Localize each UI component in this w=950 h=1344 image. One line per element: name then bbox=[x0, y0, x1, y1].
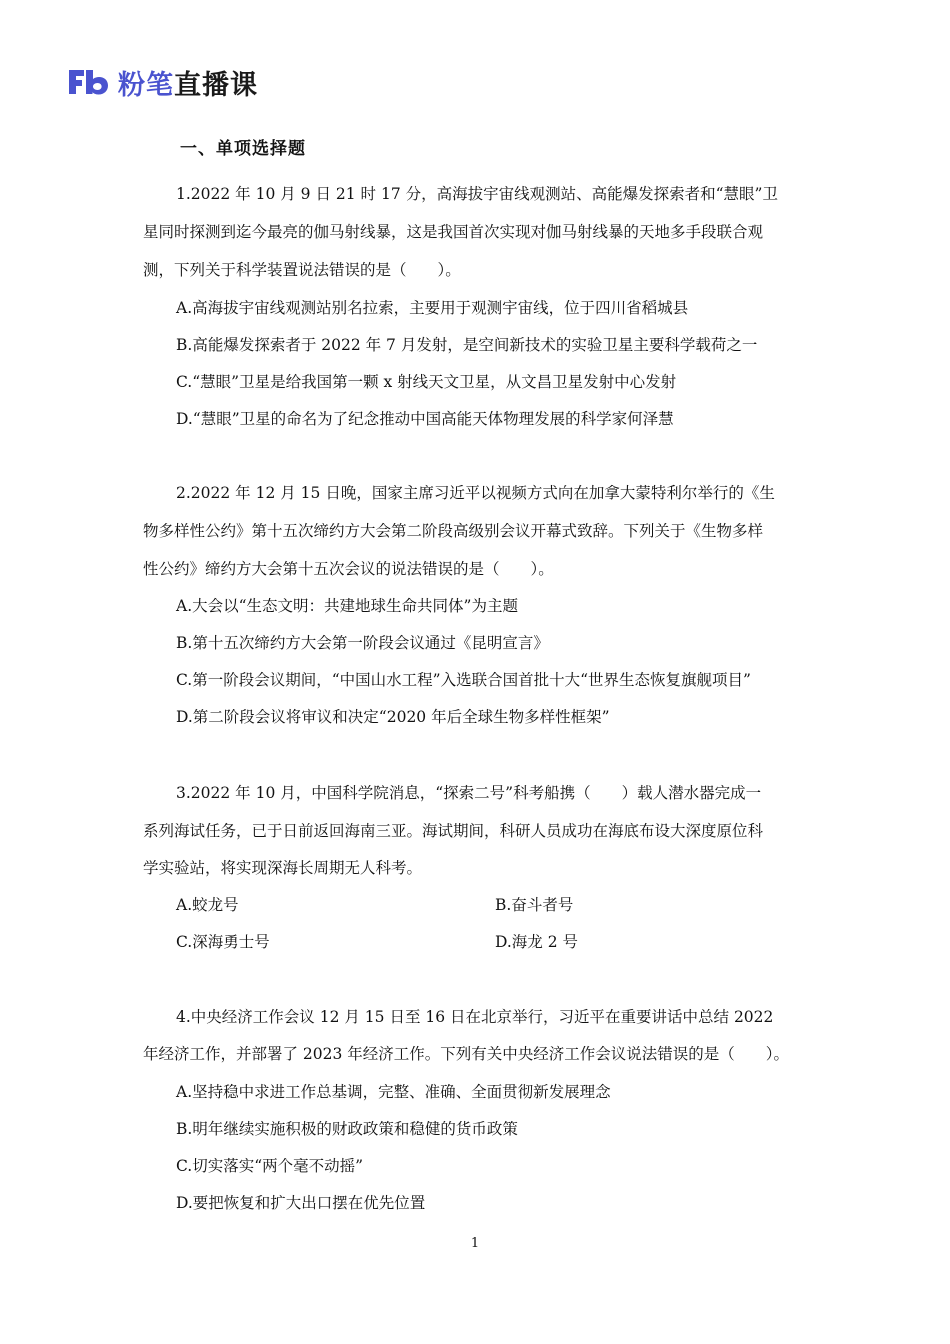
question-1-option-b: B.高能爆发探索者于 2022 年 7 月发射，是空间新技术的实验卫星主要科学载荷之一 bbox=[176, 336, 758, 354]
question-2-stem-line-3: 性公约》缔约方大会第十五次会议的说法错误的是（ ）。 bbox=[143, 560, 554, 578]
question-1-stem-line-1: 1.2022 年 10 月 9 日 21 时 17 分，高海拔宇宙线观测站、高能爆发探索者和“慧眼”卫 bbox=[176, 185, 778, 203]
brand-logo bbox=[66, 62, 258, 102]
question-4-option-b: B.明年继续实施积极的财政政策和稳健的货币政策 bbox=[176, 1120, 518, 1138]
question-3-option-b: B.奋斗者号 bbox=[495, 896, 574, 914]
question-2-stem-line-1: 2.2022 年 12 月 15 日晚，国家主席习近平以视频方式向在加拿大蒙特利尔举行的《生 bbox=[176, 484, 775, 502]
logo-product-name: 直播课 bbox=[174, 69, 258, 101]
fenbi-logo-icon bbox=[66, 66, 110, 98]
question-2-option-b: B.第十五次缔约方大会第一阶段会议通过《昆明宣言》 bbox=[176, 634, 549, 652]
question-4-option-d: D.要把恢复和扩大出口摆在优先位置 bbox=[176, 1194, 426, 1212]
page-number: 1 bbox=[470, 1236, 480, 1251]
question-1-option-c: C.“慧眼”卫星是给我国第一颗 x 射线天文卫星，从文昌卫星发射中心发射 bbox=[176, 373, 677, 391]
question-2-stem-line-2: 物多样性公约》第十五次缔约方大会第二阶段高级别会议开幕式致辞。下列关于《生物多样 bbox=[143, 522, 764, 540]
question-2-option-a: A.大会以“生态文明：共建地球生命共同体”为主题 bbox=[176, 597, 518, 615]
question-3-stem-line-1: 3.2022 年 10 月，中国科学院消息，“探索二号”科考船携（ ）载人潜水器完成一 bbox=[176, 784, 762, 802]
question-1-stem-line-3: 测，下列关于科学装置说法错误的是（ ）。 bbox=[143, 261, 461, 279]
question-3-option-c: C.深海勇士号 bbox=[176, 933, 270, 951]
question-4-stem-line-1: 4.中央经济工作会议 12 月 15 日至 16 日在北京举行，习近平在重要讲话中总结 2022 bbox=[176, 1008, 774, 1026]
logo-wordmark bbox=[118, 63, 258, 102]
question-3-stem-line-3: 学实验站，将实现深海长周期无人科考。 bbox=[143, 859, 423, 877]
logo-brand-name: 粉笔 bbox=[118, 69, 174, 101]
question-3-option-d: D.海龙 2 号 bbox=[495, 933, 579, 951]
question-3-option-a: A.蛟龙号 bbox=[176, 896, 239, 914]
question-1-option-a: A.高海拔宇宙线观测站别名拉索，主要用于观测宇宙线，位于四川省稻城县 bbox=[176, 299, 689, 317]
question-1-stem-line-2: 星同时探测到迄今最亮的伽马射线暴，这是我国首次实现对伽马射线暴的天地多手段联合观 bbox=[143, 223, 764, 241]
question-3-stem-line-2: 系列海试任务，已于日前返回海南三亚。海试期间，科研人员成功在海底布设大深度原位科 bbox=[143, 822, 764, 840]
question-4-option-c: C.切实落实“两个毫不动摇” bbox=[176, 1157, 364, 1175]
question-2-option-d: D.第二阶段会议将审议和决定“2020 年后全球生物多样性框架” bbox=[176, 708, 610, 726]
question-1-option-d: D.“慧眼”卫星的命名为了纪念推动中国高能天体物理发展的科学家何泽慧 bbox=[176, 410, 674, 428]
question-4-stem-line-2: 年经济工作，并部署了 2023 年经济工作。下列有关中央经济工作会议说法错误的是（ ）。 bbox=[143, 1045, 790, 1063]
section-title: 一、单项选择题 bbox=[180, 139, 306, 159]
question-2-option-c: C.第一阶段会议期间，“中国山水工程”入选联合国首批十大“世界生态恢复旗舰项目” bbox=[176, 671, 751, 689]
question-4-option-a: A.坚持稳中求进工作总基调，完整、准确、全面贯彻新发展理念 bbox=[176, 1083, 611, 1101]
